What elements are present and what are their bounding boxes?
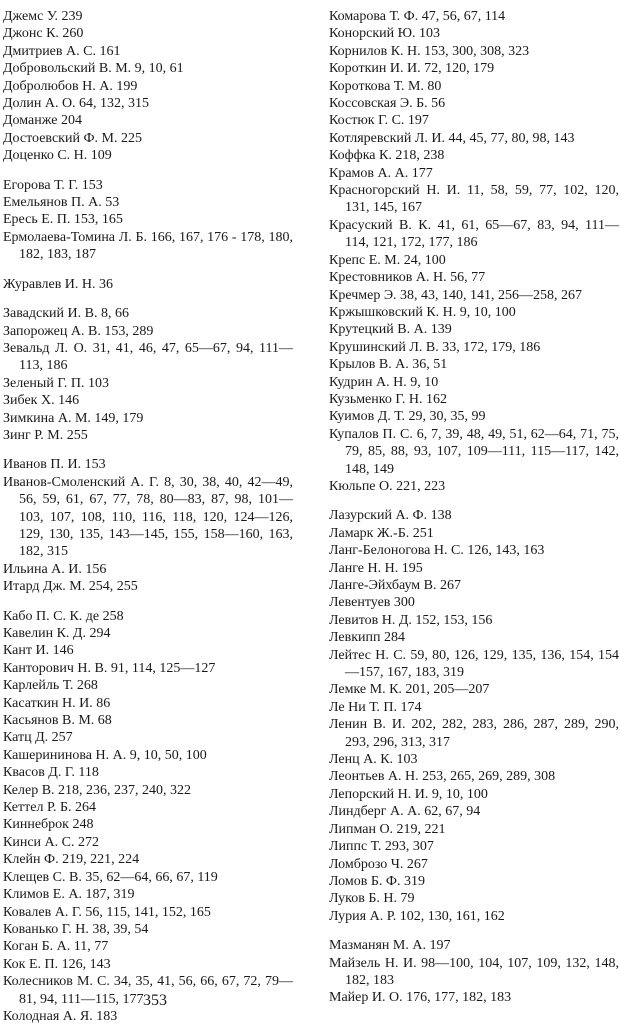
- index-entry: Климов Е. А. 187, 319: [3, 887, 135, 903]
- index-entry: Канторович Н. В. 91, 114, 125—127: [3, 660, 216, 676]
- index-entry: Зевальд Л. О. 31, 41, 46, 47, 65—67, 94, 111—113, 186: [3, 340, 293, 374]
- index-entry: Кудрин А. Н. 9, 10: [329, 374, 439, 390]
- index-entry: Ломов Б. Ф. 319: [329, 873, 425, 889]
- index-entry: Клещев С. В. 35, 62—64, 66, 67, 119: [3, 869, 218, 885]
- index-entry: Красуский В. К. 41, 61, 65—67, 83, 94, 111—114, 121, 172, 177, 186: [329, 217, 619, 251]
- index-entry: Запорожец А. В. 153, 289: [3, 323, 154, 339]
- letter-section-gap: [3, 264, 293, 276]
- index-entry: Джемс У. 239: [3, 9, 83, 24]
- index-entry: Касаткин Н. И. 86: [3, 695, 111, 711]
- index-entry: Ленин В. И. 202, 282, 283, 286, 287, 289, 290, 293, 296, 313, 317: [329, 717, 619, 750]
- index-entry: Катц Д. 257: [3, 730, 73, 746]
- index-entry: Левитов Н. Д. 152, 153, 156: [329, 612, 493, 628]
- letter-section-gap: [3, 596, 293, 608]
- index-entry: Джонс К. 260: [3, 26, 84, 42]
- index-entry: Завадский И. В. 8, 66: [3, 306, 129, 322]
- index-entry: Ермолаева-Томина Л. Б. 166, 167, 176 - 178, 180, 182, 183, 187: [3, 229, 293, 263]
- index-entry: Доманже 204: [3, 113, 82, 129]
- index-entry: Зимкина А. М. 149, 179: [3, 410, 144, 426]
- index-entry: Коссовская Э. Б. 56: [329, 96, 446, 112]
- index-entry: Крутецкий В. А. 139: [329, 322, 452, 338]
- index-entry: Кованько Г. Н. 38, 39, 54: [3, 921, 149, 937]
- letter-section-gap: [3, 444, 293, 456]
- index-entry: Келер В. 218, 236, 237, 240, 322: [3, 782, 192, 798]
- index-entry: Колесников М. С. 34, 35, 41, 56, 66, 67, 72, 79—81, 94, 111—115, 177: [3, 974, 293, 1007]
- index-entry: Достоевский Ф. М. 225: [3, 130, 142, 146]
- index-entry: Ланг-Белоногова Н. С. 126, 143, 163: [329, 543, 545, 559]
- index-entry: Корнилов К. Н. 153, 300, 308, 323: [329, 43, 530, 59]
- index-entry: Квасов Д. Г. 118: [3, 765, 99, 781]
- index-entry: Ленц А. К. 103: [329, 752, 418, 768]
- index-entry: Крушинский Л. В. 33, 172, 179, 186: [329, 339, 541, 355]
- index-entry: Кашерининова Н. А. 9, 10, 50, 100: [3, 747, 207, 763]
- index-entry: Добровольский В. М. 9, 10, 61: [3, 61, 184, 77]
- index-entry: Кржышковский К. Н. 9, 10, 100: [329, 304, 516, 320]
- index-entry: Иванов-Смоленский А. Г. 8, 30, 38, 40, 42—49, 56, 59, 61, 67, 77, 78, 80—83, 87, 98, 101—103, 107, 108, 110, 116, 118, 120, 124—126, 129, 130, 135, 143—145, 155, 158—160, 163, 182, 315: [3, 474, 293, 560]
- index-entry: Киннеброк 248: [3, 817, 94, 833]
- index-entry: Егорова Т. Г. 153: [3, 177, 103, 193]
- index-entry: Мазманян М. А. 197: [329, 938, 451, 954]
- index-entry: Липпс Т. 293, 307: [329, 839, 434, 855]
- index-entry: Долин А. О. 64, 132, 315: [3, 96, 150, 112]
- index-entry: Кузьменко Г. Н. 162: [329, 391, 447, 407]
- index-entry: Лейтес Н. С. 59, 80, 126, 129, 135, 136, 154, 154—157, 167, 183, 319: [329, 647, 619, 681]
- index-entry: Клейн Ф. 219, 221, 224: [3, 852, 140, 868]
- index-entry: Ильина А. И. 156: [3, 561, 107, 577]
- index-entry: Костюк Г. С. 197: [329, 113, 429, 129]
- index-entry: Лурия А. Р. 102, 130, 161, 162: [329, 908, 505, 924]
- index-entry: Крамов А. А. 177: [329, 165, 433, 181]
- index-entry: Котляревский Л. И. 44, 45, 77, 80, 98, 143: [329, 130, 575, 146]
- index-entry: Карлейль Т. 268: [3, 678, 98, 694]
- index-entry: Доценко С. Н. 109: [3, 148, 112, 164]
- index-entry: Короткин И. И. 72, 120, 179: [329, 61, 495, 77]
- index-entry: Короткова Т. М. 80: [329, 78, 442, 94]
- index-entry: Лепорский Н. И. 9, 10, 100: [329, 786, 488, 802]
- index-entry: Ломброзо Ч. 267: [329, 856, 428, 872]
- index-entry: Майзель Н. И. 98—100, 104, 107, 109, 132, 148, 182, 183: [329, 955, 619, 988]
- index-entry: Коффка К. 218, 238: [329, 148, 445, 164]
- letter-section-gap: [3, 293, 293, 305]
- index-entry: Кант И. 146: [3, 643, 74, 659]
- index-entry: Лемке М. К. 201, 205—207: [329, 682, 490, 698]
- index-entry: Ле Ни Т. П. 174: [329, 699, 422, 715]
- index-entry: Итард Дж. М. 254, 255: [3, 579, 138, 595]
- index-entry: Журавлев И. Н. 36: [3, 276, 114, 292]
- index-entry: Ересь Е. П. 153, 165: [3, 212, 123, 228]
- index-entry: Левкипп 284: [329, 630, 406, 646]
- index-entry: Иванов П. И. 153: [3, 457, 106, 473]
- index-entry: Кюльпе О. 221, 223: [329, 478, 446, 494]
- index-entry: Дмитриев А. С. 161: [3, 43, 121, 59]
- index-entry: Коган Б. А. 11, 77: [3, 939, 109, 955]
- index-entry: Кабо П. С. К. де 258: [3, 608, 124, 624]
- index-entry: Линдберг А. А. 62, 67, 94: [329, 804, 481, 820]
- index-entry: Кеттел Р. Б. 264: [3, 800, 97, 816]
- index-entry: Касьянов В. М. 68: [3, 713, 112, 729]
- letter-section-gap: [329, 925, 619, 937]
- index-entry: Ковалев А. Г. 56, 115, 141, 152, 165: [3, 904, 211, 920]
- index-entry: Майер И. О. 176, 177, 182, 183: [329, 990, 512, 1006]
- index-entry: Ламарк Ж.-Б. 251: [329, 525, 434, 541]
- index-entry: Зибек Х. 146: [3, 393, 80, 409]
- index-entry: Емельянов П. А. 53: [3, 195, 120, 211]
- index-entry: Зинг Р. М. 255: [3, 427, 88, 443]
- index-entry: Ланге Н. Н. 195: [329, 560, 423, 576]
- index-entry: Кавелин К. Д. 294: [3, 626, 111, 641]
- index-entry: Кречмер Э. 38, 43, 140, 141, 256—258, 267: [329, 287, 583, 303]
- index-entry: Крылов В. А. 36, 51: [329, 357, 448, 373]
- index-entry: Лазурский А. Ф. 138: [329, 508, 452, 524]
- index-entry: Липман О. 219, 221: [329, 821, 446, 837]
- index-column-left: [3, 8, 293, 1025]
- index-entry: Крестовников А. Н. 56, 77: [329, 270, 486, 286]
- letter-section-gap: [329, 495, 619, 507]
- index-entry: Луков Б. Н. 79: [329, 891, 415, 907]
- letter-section-gap: [3, 165, 293, 177]
- index-entry: Колодная А. Я. 183: [3, 1008, 118, 1024]
- index-entry: Красногорский Н. И. 11, 58, 59, 77, 102, 120, 131, 145, 167: [329, 183, 619, 216]
- index-entry: Добролюбов Н. А. 199: [3, 78, 138, 94]
- index-entry: Кинси А. С. 272: [3, 834, 99, 850]
- index-entry: Леонтьев А. Н. 253, 265, 269, 289, 308: [329, 769, 556, 785]
- index-entry: Купалов П. С. 6, 7, 39, 48, 49, 51, 62—64, 71, 75, 79, 85, 88, 93, 107, 109—111, 115—117, 142, 148, 149: [329, 426, 619, 477]
- index-entry: Куимов Д. Т. 29, 30, 35, 99: [329, 409, 486, 425]
- index-entry: Кок Е. П. 126, 143: [3, 956, 111, 972]
- page-number: 353: [143, 992, 167, 1009]
- index-entry: Ланге-Эйхбаум В. 267: [329, 578, 461, 593]
- index-entry: Комарова Т. Ф. 47, 56, 67, 114: [329, 9, 506, 24]
- index-entry: Конорский Ю. 103: [329, 26, 441, 42]
- index-entry: Левентуев 300: [329, 595, 415, 611]
- index-entry: Зеленый Г. П. 103: [3, 375, 109, 391]
- index-column-right: [329, 8, 619, 1007]
- index-entry: Крепс Е. М. 24, 100: [329, 252, 446, 268]
